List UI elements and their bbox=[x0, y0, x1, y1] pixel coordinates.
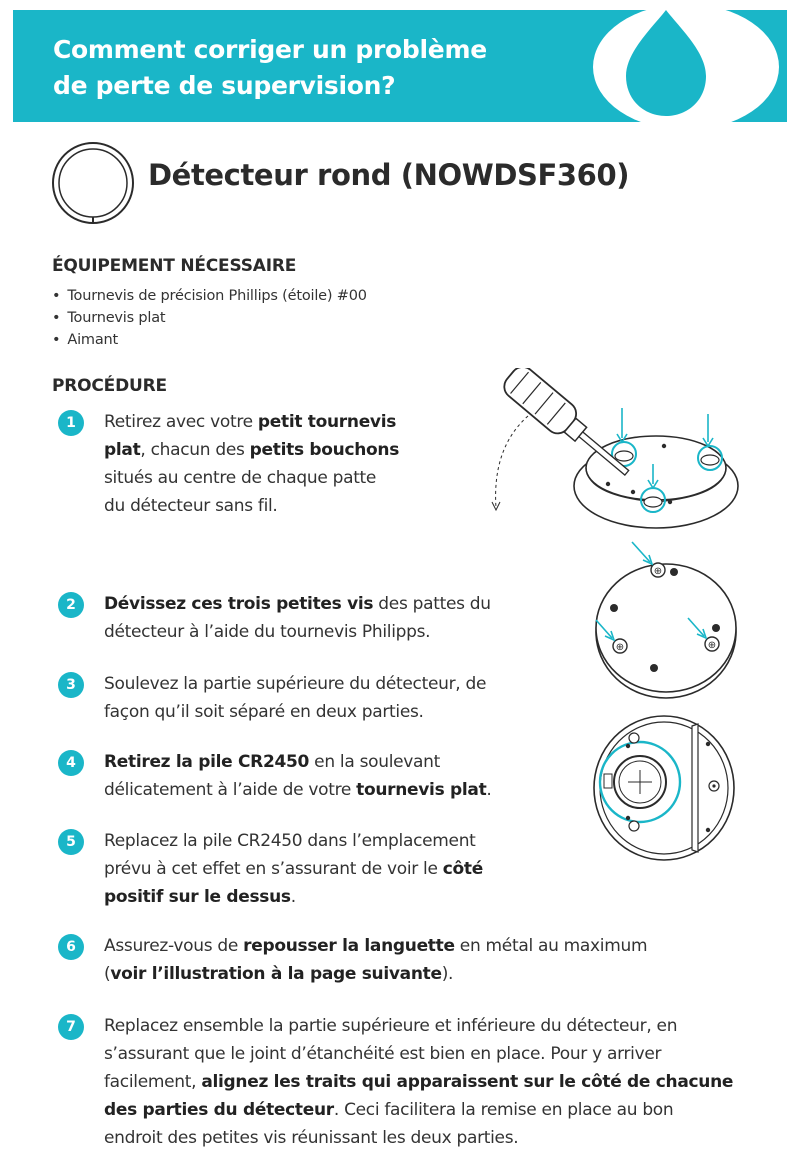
battery-illustration bbox=[588, 710, 740, 866]
step-text: Dévissez ces trois petites vis des pattes du détecteur à l’aide du tournevis Philipps. bbox=[104, 594, 491, 642]
page-title: Comment corriger un problème de perte de supervision? bbox=[53, 35, 487, 100]
step-number-badge: 6 bbox=[58, 934, 84, 960]
step-text: Soulevez la partie supérieure du détecteur, de façon qu’il soit séparé en deux parties. bbox=[104, 674, 487, 722]
list-item: • Tournevis de précision Phillips (étoile) #00 bbox=[52, 285, 367, 307]
step-text: Assurez-vous de repousser la languette en métal au maximum (voir l’illustration à la page suivante). bbox=[104, 936, 648, 984]
step-text: Retirez avec votre petit tournevis plat, chacun des petits bouchons situés au centre de chaque patte du détecteur sans fil. bbox=[104, 412, 400, 516]
step-number-badge: 4 bbox=[58, 750, 84, 776]
step-number-badge: 1 bbox=[58, 410, 84, 436]
step-number-badge: 7 bbox=[58, 1014, 84, 1040]
procedure-heading: PROCÉDURE bbox=[52, 376, 167, 396]
screws-illustration bbox=[588, 540, 740, 700]
step-text: Replacez la pile CR2450 dans l’emplacement prévu à cet effet en s’assurant de voir le côté positif sur le dessus. bbox=[104, 831, 483, 907]
step-text: Replacez ensemble la partie supérieure et inférieure du détecteur, en s’assurant que le joint d’étanchéité est bien en place. Pour y arriver facilement, alignez les traits qui apparaissent sur le côté de chacune des parties du détecteur. Ceci facilitera la remise en place au bon endroit des petites vis réunissant les deux parties. bbox=[104, 1016, 734, 1148]
step-text: Retirez la pile CR2450 en la soulevant délicatement à l’aide de votre tournevis plat. bbox=[104, 752, 492, 800]
round-detector-icon bbox=[50, 140, 136, 226]
equipment-heading: ÉQUIPEMENT NÉCESSAIRE bbox=[52, 256, 297, 276]
svg-text:⊕: ⊕ bbox=[707, 640, 717, 651]
svg-text:⊕: ⊕ bbox=[653, 566, 663, 577]
step-number-badge: 5 bbox=[58, 829, 84, 855]
list-item: • Aimant bbox=[52, 329, 367, 351]
water-drop-icon bbox=[622, 8, 710, 118]
svg-text:⊕: ⊕ bbox=[615, 642, 625, 653]
list-item: • Tournevis plat bbox=[52, 307, 367, 329]
equipment-list bbox=[52, 285, 367, 351]
screwdriver-detector-illustration bbox=[488, 368, 748, 538]
step-number-badge: 2 bbox=[58, 592, 84, 618]
product-title: Détecteur rond (NOWDSF360) bbox=[148, 158, 630, 192]
step-number-badge: 3 bbox=[58, 672, 84, 698]
